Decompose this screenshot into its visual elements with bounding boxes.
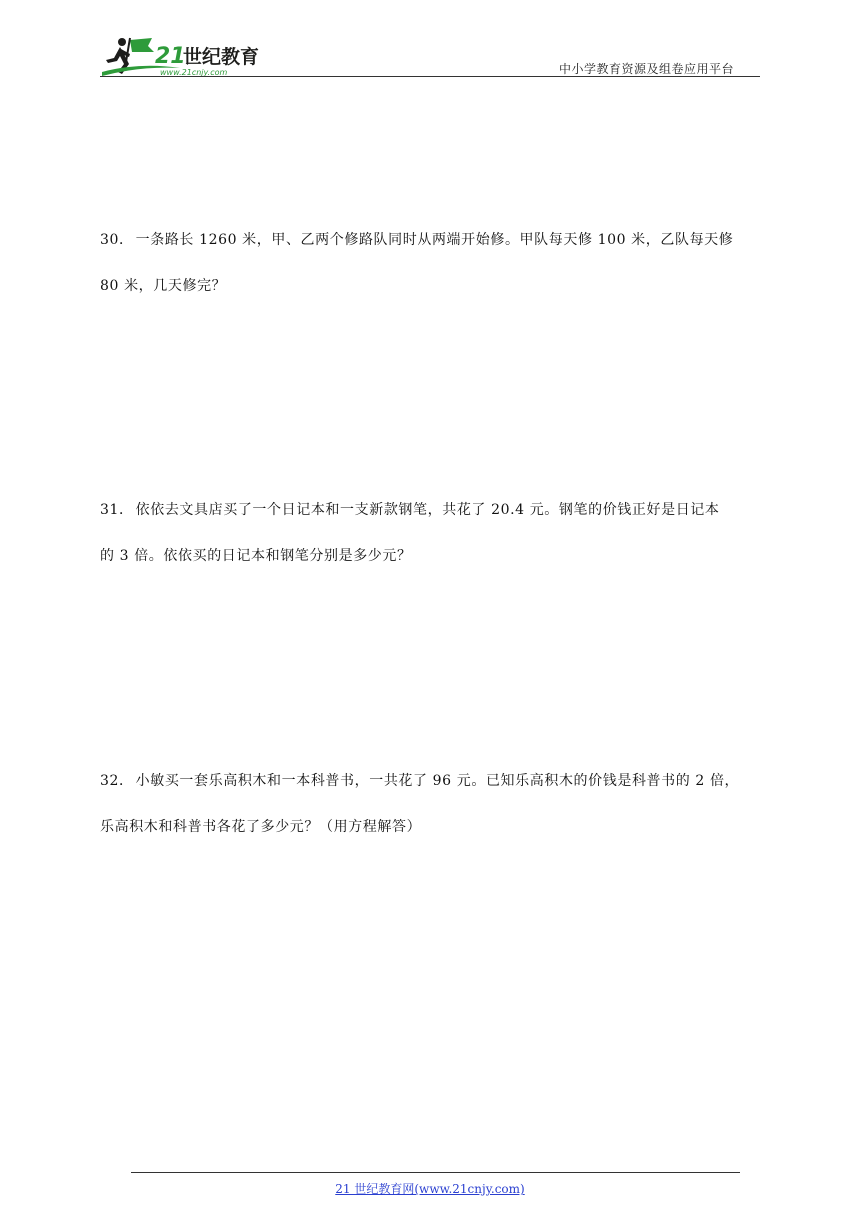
footer-site-link[interactable]: 21 世纪教育网(www.21cnjy.com)	[335, 1182, 525, 1196]
question-line	[100, 804, 770, 850]
question-line	[100, 533, 770, 579]
question-number: 32．	[100, 773, 134, 789]
question-line	[100, 263, 770, 309]
header-divider	[100, 76, 760, 77]
brand-logo	[100, 32, 275, 78]
question-text: 的 3 倍。依依买的日记本和钢笔分别是多少元？	[100, 548, 412, 564]
runner-logo-icon	[100, 32, 275, 78]
question-32	[100, 758, 770, 850]
svg-text:21: 21	[155, 44, 186, 69]
question-text: 一条路长 1260 米，甲、乙两个修路队同时从两端开始修。甲队每天修 100 米，乙队每天修	[135, 232, 734, 248]
question-line	[100, 487, 770, 533]
question-31	[100, 487, 770, 579]
question-text: 80 米，几天修完？	[100, 278, 227, 294]
question-line	[100, 217, 770, 263]
question-text: 依依去文具店买了一个日记本和一支新款钢笔，共花了 20.4 元。钢笔的价钱正好是日记本	[135, 502, 720, 518]
svg-text:www.21cnjy.com: www.21cnjy.com	[160, 68, 228, 77]
question-30	[100, 217, 770, 309]
footer-divider	[131, 1172, 740, 1173]
question-text: 乐高积木和科普书各花了多少元？（用方程解答）	[100, 819, 422, 835]
question-line	[100, 758, 770, 804]
page-header	[100, 30, 760, 80]
platform-tagline: 中小学教育资源及组卷应用平台	[558, 62, 734, 76]
svg-text:世纪教育: 世纪教育	[183, 46, 260, 68]
question-text: 小敏买一套乐高积木和一本科普书，一共花了 96 元。已知乐高积木的价钱是科普书的 2 倍，	[135, 773, 740, 789]
question-number: 31．	[100, 502, 134, 518]
question-number: 30．	[100, 232, 134, 248]
